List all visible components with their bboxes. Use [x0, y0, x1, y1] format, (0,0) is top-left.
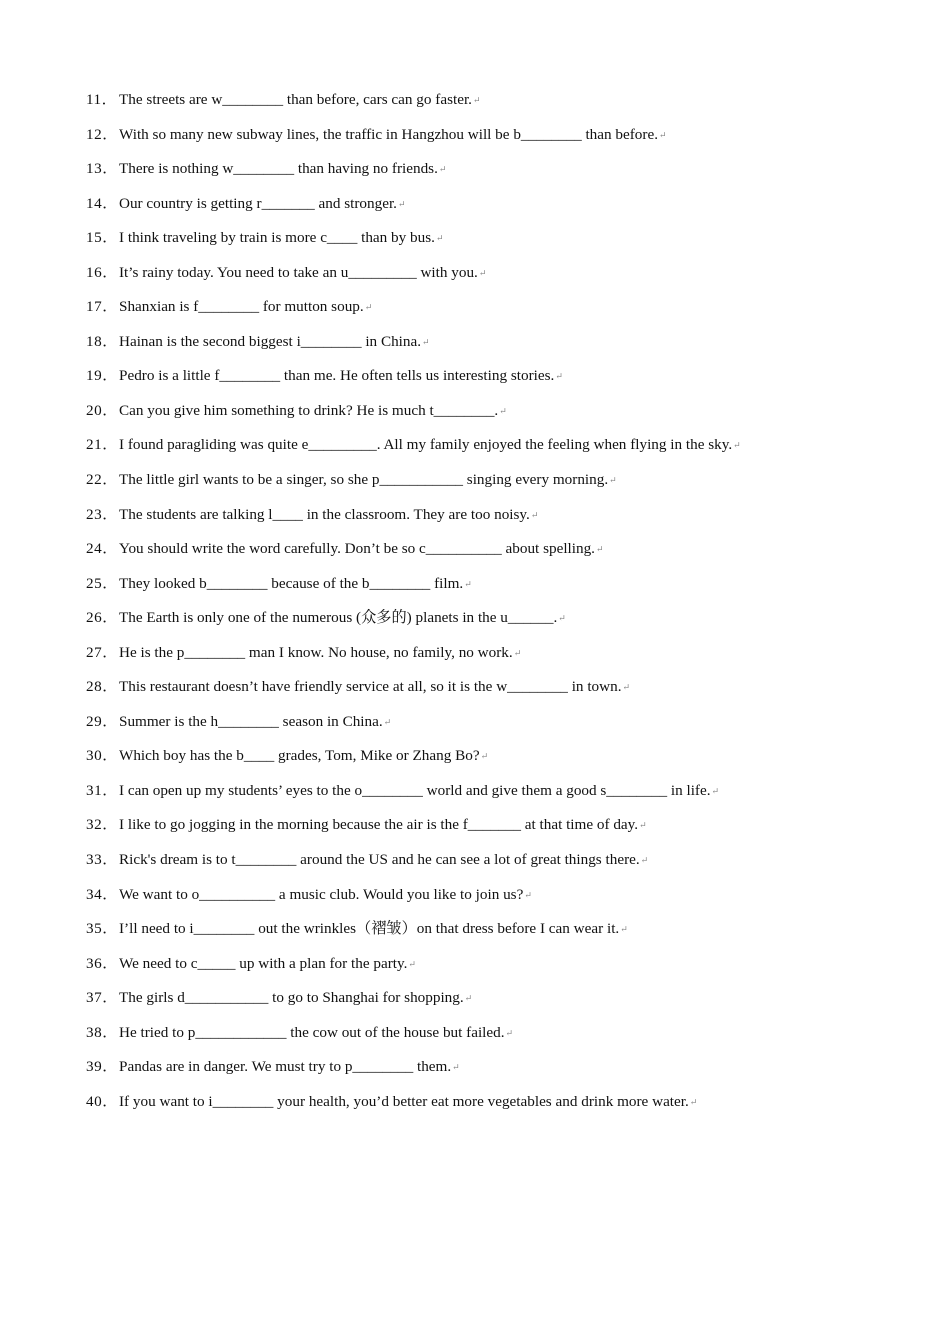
paragraph-mark-icon: ↵	[733, 440, 741, 451]
paragraph-mark-icon: ↵	[464, 578, 472, 589]
paragraph-mark-icon: ↵	[555, 371, 563, 382]
question-text: We want to o__________ a music club. Would you like to join us?	[119, 885, 524, 903]
paragraph-mark-icon: ↵	[622, 682, 631, 693]
question-number: 12．	[86, 125, 118, 143]
paragraph-mark-icon: ↵	[639, 820, 647, 831]
question-text: I like to go jogging in the morning because the air is the f_______ at that time of day.	[119, 816, 639, 834]
paragraph-mark-icon: ↵	[513, 647, 522, 658]
question-list	[86, 88, 916, 1124]
question-number: 11．	[86, 91, 118, 108]
question-number: 30．	[86, 747, 118, 765]
question-item	[86, 848, 916, 883]
paragraph-mark-icon: ↵	[383, 716, 392, 727]
question-text: We need to c_____ up with a plan for the party.	[119, 954, 408, 972]
paragraph-mark-icon: ↵	[530, 509, 539, 520]
paragraph-mark-icon: ↵	[464, 993, 473, 1004]
question-number: 19．	[86, 367, 118, 385]
question-number: 24．	[86, 540, 118, 558]
question-item	[86, 433, 916, 468]
question-text: Can you give him something to drink? He is much t________.	[119, 401, 499, 419]
question-number: 22．	[86, 471, 118, 489]
paragraph-mark-icon: ↵	[478, 267, 487, 278]
question-number: 34．	[86, 885, 118, 903]
question-text: If you want to i________ your health, you’d better eat more vegetables and drink more water.	[119, 1092, 689, 1110]
question-number: 32．	[86, 816, 118, 834]
question-item	[86, 779, 916, 814]
question-text: They looked b________ because of the b________ film.	[119, 574, 464, 592]
question-item	[86, 675, 916, 710]
question-item	[86, 537, 916, 572]
question-text: I can open up my students’ eyes to the o________ world and give them a good s________ in life.	[119, 781, 711, 799]
question-item	[86, 123, 916, 158]
question-text: Our country is getting r_______ and stronger.	[119, 194, 397, 212]
paragraph-mark-icon: ↵	[472, 95, 481, 105]
question-number: 39．	[86, 1058, 118, 1076]
question-number: 23．	[86, 505, 118, 523]
question-item	[86, 744, 916, 779]
question-number: 25．	[86, 574, 118, 592]
paragraph-mark-icon: ↵	[640, 855, 649, 866]
question-number: 33．	[86, 851, 118, 869]
question-text: With so many new subway lines, the traffic in Hangzhou will be b________ than before.	[119, 125, 658, 143]
question-text: I found paragliding was quite e_________. All my family enjoyed the feeling when flying in the sky.	[119, 436, 733, 454]
paragraph-mark-icon: ↵	[558, 613, 566, 624]
paragraph-mark-icon: ↵	[364, 302, 373, 313]
paragraph-mark-icon: ↵	[505, 1027, 514, 1038]
paragraph-mark-icon: ↵	[499, 405, 507, 416]
question-item	[86, 606, 916, 641]
question-text: He is the p________ man I know. No house, no family, no work.	[119, 643, 513, 661]
paragraph-mark-icon: ↵	[438, 164, 447, 175]
paragraph-mark-icon: ↵	[689, 1096, 698, 1107]
question-number: 28．	[86, 678, 118, 696]
paragraph-mark-icon: ↵	[609, 475, 617, 486]
question-item	[86, 364, 916, 399]
question-item	[86, 468, 916, 503]
question-number: 14．	[86, 194, 118, 212]
question-number: 21．	[86, 436, 118, 454]
paragraph-mark-icon: ↵	[435, 233, 444, 244]
paragraph-mark-icon: ↵	[524, 889, 532, 900]
paragraph-mark-icon: ↵	[595, 544, 604, 555]
question-item	[86, 641, 916, 676]
question-text: Which boy has the b____ grades, Tom, Mike or Zhang Bo?	[119, 747, 480, 765]
question-text: The little girl wants to be a singer, so she p___________ singing every morning.	[119, 471, 609, 489]
question-text: The streets are w________ than before, cars can go faster.	[119, 91, 472, 108]
question-number: 13．	[86, 160, 118, 178]
question-text: Rick's dream is to t________ around the US and he can see a lot of great things there.	[119, 851, 640, 869]
question-text: The Earth is only one of the numerous (众多的) planets in the u______.	[119, 609, 558, 627]
question-text: Hainan is the second biggest i________ in China.	[119, 332, 422, 350]
question-item	[86, 88, 916, 123]
question-text: The girls d___________ to go to Shanghai for shopping.	[119, 989, 464, 1007]
question-number: 37．	[86, 989, 118, 1007]
question-number: 15．	[86, 229, 118, 247]
question-item	[86, 1055, 916, 1090]
question-number: 27．	[86, 643, 118, 661]
paragraph-mark-icon: ↵	[422, 336, 430, 347]
question-item	[86, 261, 916, 296]
question-text: Pandas are in danger. We must try to p________ them.	[119, 1058, 452, 1076]
question-item	[86, 226, 916, 261]
question-text: I’ll need to i________ out the wrinkles（褶皱）on that dress before I can wear it.	[119, 920, 620, 938]
question-number: 40．	[86, 1092, 118, 1110]
question-item	[86, 572, 916, 607]
question-text: The students are talking l____ in the classroom. They are too noisy.	[119, 505, 530, 523]
question-item	[86, 1090, 916, 1125]
question-item	[86, 813, 916, 848]
question-number: 29．	[86, 712, 118, 730]
question-text: Pedro is a little f________ than me. He often tells us interesting stories.	[119, 367, 555, 385]
question-number: 35．	[86, 920, 118, 938]
question-item	[86, 503, 916, 538]
paragraph-mark-icon: ↵	[408, 958, 416, 969]
question-item	[86, 192, 916, 227]
question-item	[86, 157, 916, 192]
question-number: 36．	[86, 954, 118, 972]
question-text: Summer is the h________ season in China.	[119, 712, 383, 730]
question-number: 38．	[86, 1023, 118, 1041]
question-item	[86, 399, 916, 434]
paragraph-mark-icon: ↵	[620, 924, 628, 935]
question-number: 17．	[86, 298, 118, 316]
question-text: Shanxian is f________ for mutton soup.	[119, 298, 364, 316]
paragraph-mark-icon: ↵	[659, 129, 667, 140]
question-number: 20．	[86, 401, 118, 419]
question-number: 31．	[86, 781, 118, 799]
question-item	[86, 710, 916, 745]
paragraph-mark-icon: ↵	[397, 198, 406, 209]
question-item	[86, 883, 916, 918]
paragraph-mark-icon: ↵	[480, 751, 489, 762]
question-item	[86, 986, 916, 1021]
question-text: There is nothing w________ than having no friends.	[119, 160, 438, 178]
question-item	[86, 952, 916, 987]
question-text: It’s rainy today. You need to take an u_________ with you.	[119, 263, 478, 281]
question-text: This restaurant doesn’t have friendly service at all, so it is the w________ in town.	[119, 678, 622, 696]
question-item	[86, 1021, 916, 1056]
question-text: I think traveling by train is more c____ than by bus.	[119, 229, 435, 247]
question-item	[86, 917, 916, 952]
paragraph-mark-icon: ↵	[452, 1062, 460, 1073]
question-item	[86, 330, 916, 365]
question-number: 26．	[86, 609, 118, 627]
question-item	[86, 295, 916, 330]
question-text: You should write the word carefully. Don’t be so c__________ about spelling.	[119, 540, 595, 558]
question-number: 16．	[86, 263, 118, 281]
question-number: 18．	[86, 332, 118, 350]
paragraph-mark-icon: ↵	[711, 785, 720, 796]
question-text: He tried to p____________ the cow out of the house but failed.	[119, 1023, 505, 1041]
